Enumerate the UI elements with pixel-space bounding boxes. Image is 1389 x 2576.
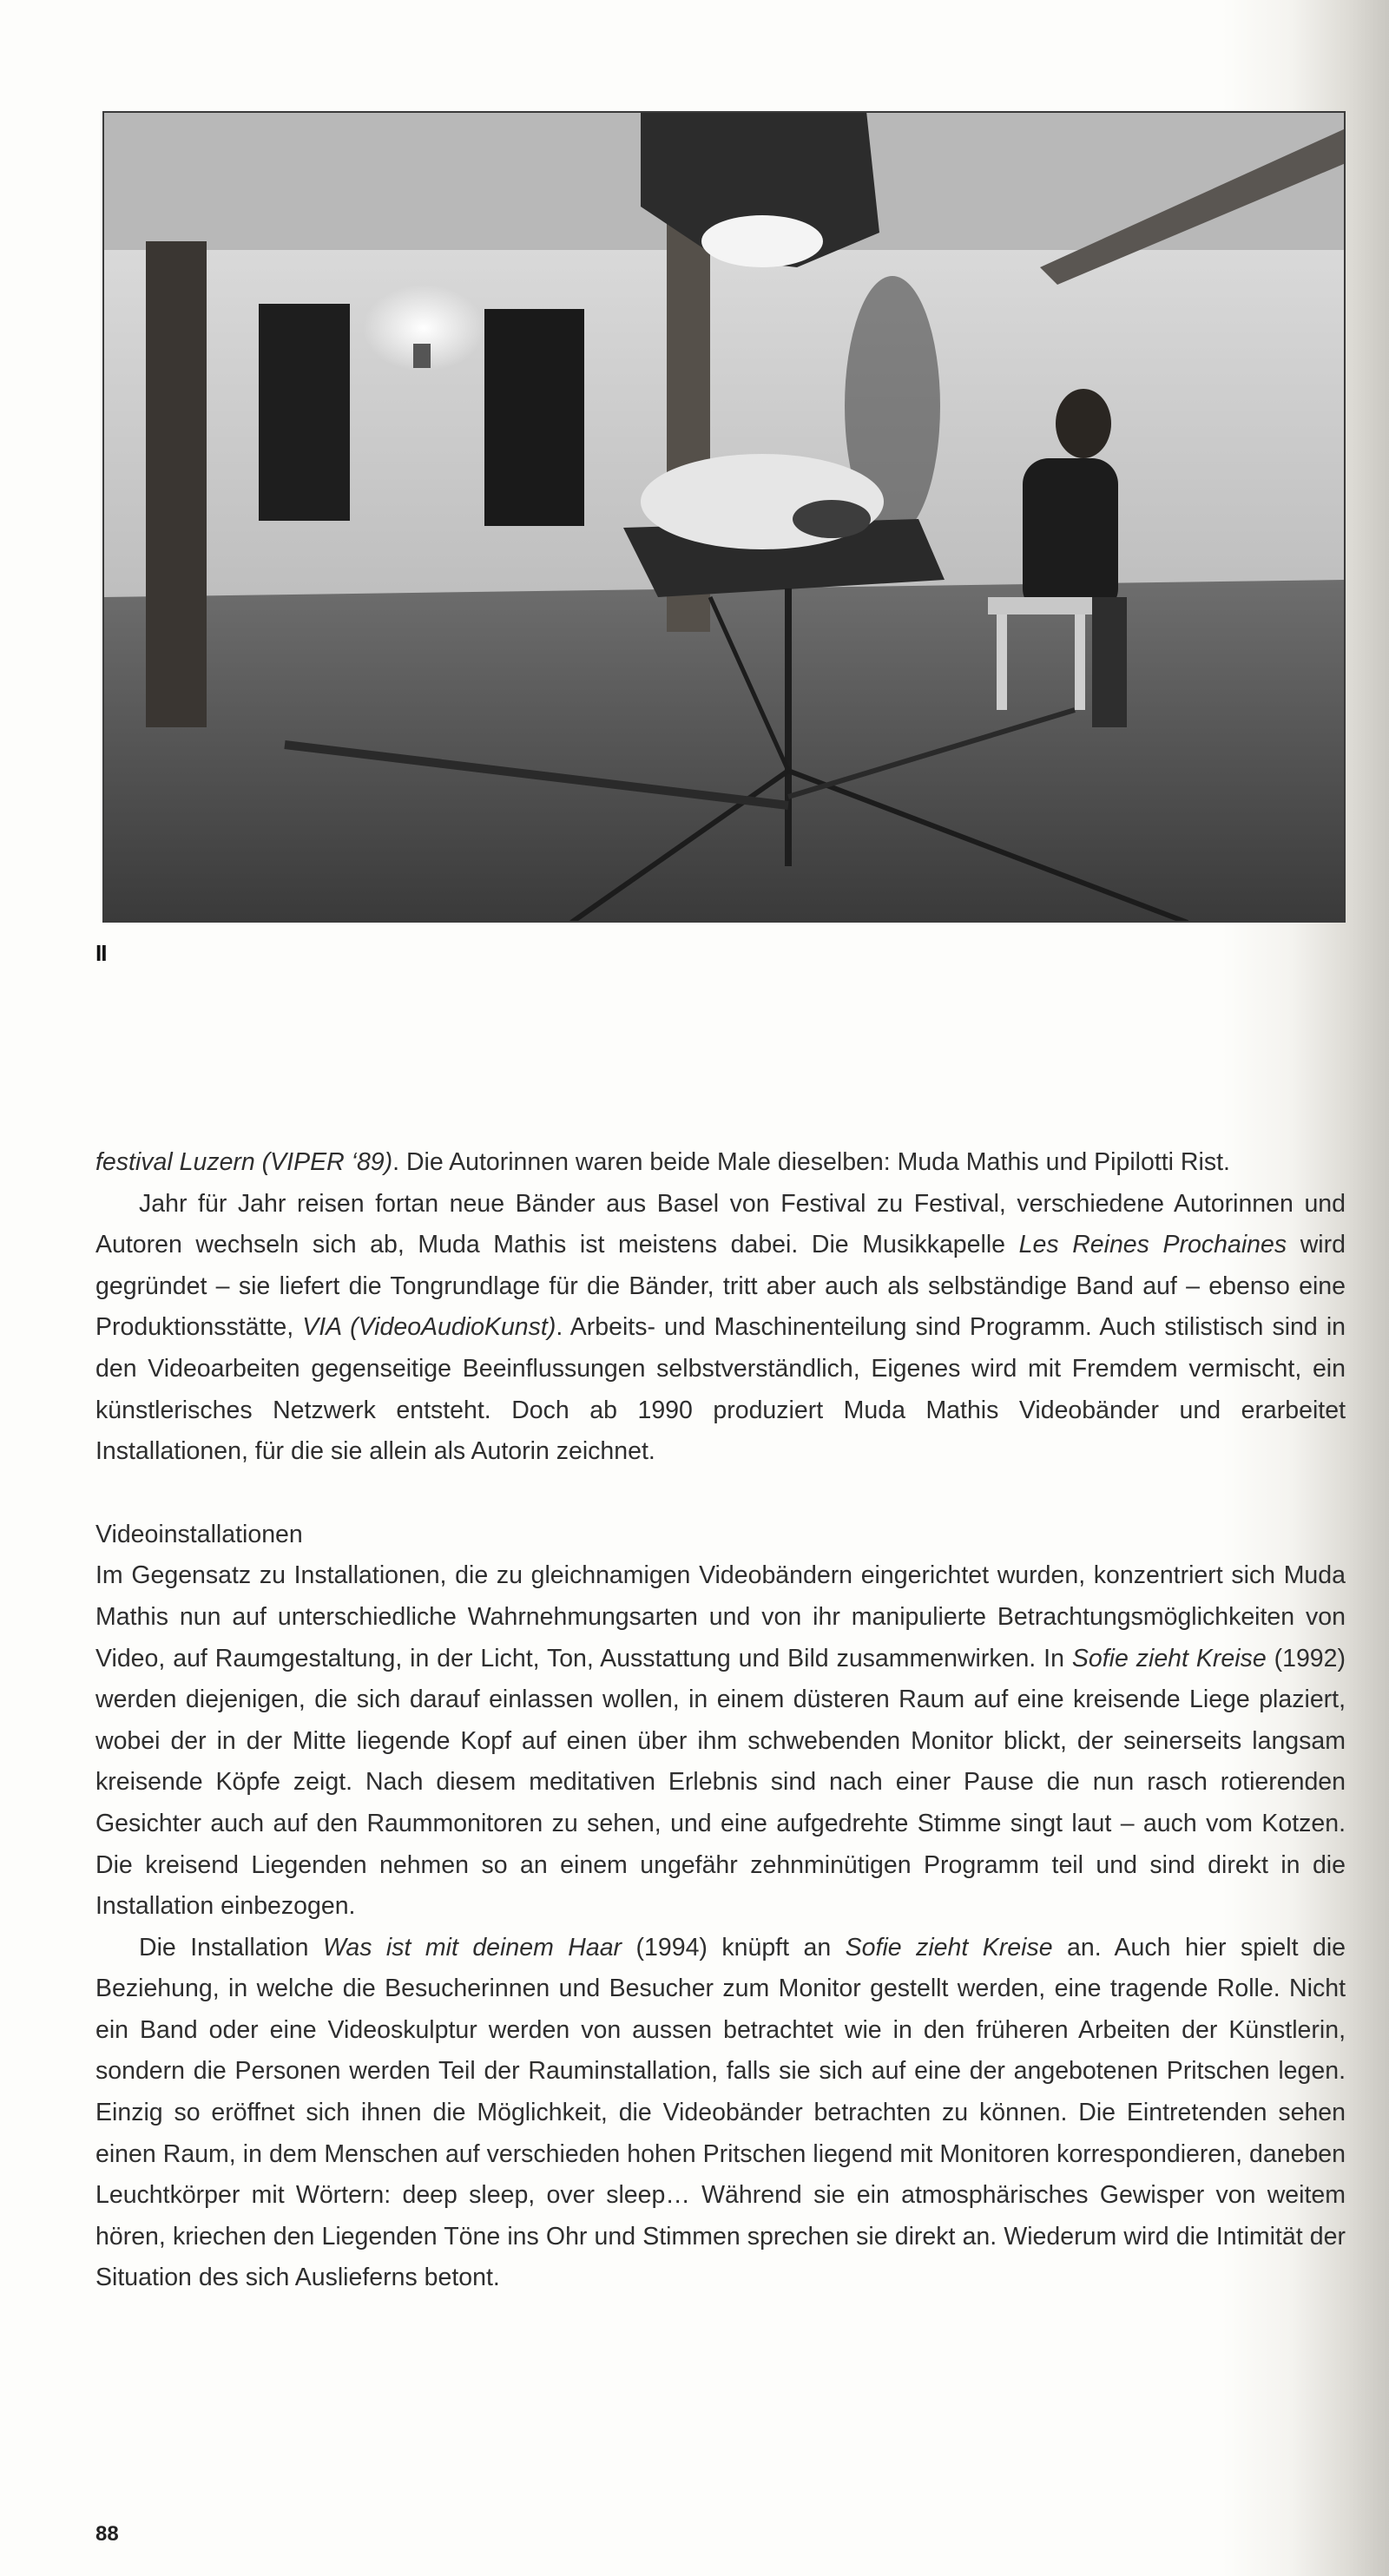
paragraph-3: Im Gegensatz zu Installationen, die zu gleichnamigen Videobändern eingerichtet wurden, konzentriert sich Muda Mathis nun auf unterschiedliche Wahrnehmungsarten und von ihr manipulierte Betrachtungsmöglichkeiten von Video, auf Raumgestaltung, in der Licht, Ton, Ausstattung und Bild zusammenwirken. In Sofie zieht Kreise (1992) werden diejenigen, die sich darauf einlassen wollen, in einem düsteren Raum auf eine kreisende Liege plaziert, wobei der in der Mitte liegende Kopf auf einen über ihm schwebenden Monitor blickt, der seinerseits langsam kreisende Köpfe zeigt. Nach diesem meditativen Erlebnis sind nach einer Pause die nun rasch rotierenden Gesichter auch auf den Raummonitoren zu sehen, und eine aufgedrehte Stimme singt laut – auch vom Kotzen. Die kreisend Liegenden nehmen so an einem ungefähr zehnminütigen Programm teil und sind direkt in die Installation einbezogen. [95, 1561, 1346, 1921]
figure-label: II [95, 940, 107, 966]
festival-title: festival Luzern (VIPER ‘89) [95, 1148, 393, 1176]
article-body [95, 1142, 1346, 2299]
page-number: 88 [95, 2522, 119, 2546]
paragraph-4: Die Installation Was ist mit deinem Haar (1994) knüpft an Sofie zieht Kreise an. Auch hier spielt die Beziehung, in welche die Besucherinnen und Besucher zum Monitor gestellt werden, eine tragende Rolle. Nicht ein Band oder eine Videoskulptur werden von aussen betrachtet wie in den früheren Arbeiten der Künstlerin, sondern die Personen werden Teil der Rauminstallation, falls sie sich auf eine der angebotenen Pritschen legen. Einzig so eröffnet sich ihnen die Möglichkeit, die Videobänder betrachten zu können. Die Eintretenden sehen einen Raum, in dem Menschen auf verschieden hohen Pritschen liegend mit Monitoren korrespondieren, daneben Leuchtkörper mit Wörtern: deep sleep, over sleep… Während sie ein atmosphärisches Gewisper von weitem hören, kriechen den Liegenden Töne ins Ohr und Stimmen sprechen sie direkt an. Wiederum wird die Intimität der Situation des sich Auslieferns betont. [95, 1933, 1346, 2292]
installation-photo [102, 111, 1346, 923]
photo-illustration [102, 111, 1346, 923]
band-name: Les Reines Prochaines [1018, 1231, 1287, 1259]
paragraph-2: Jahr für Jahr reisen fortan neue Bänder aus Basel von Festival zu Festival, verschiedene Autorinnen und Autoren wechseln sich ab, Muda Mathis ist meistens dabei. Die Musikkapelle Les Reines Prochaines wird gegründet – sie liefert die Tongrundlage für die Bänder, tritt aber auch als selbständige Band auf – ebenso eine Produktionsstätte, VIA (VideoAudioKunst). Arbeits- und Maschinenteilung sind Programm. Auch stilistisch sind in den Videoarbeiten gegenseitige Beeinflussungen selbstverständlich, Eigenes wird mit Fremdem vermischt, ein künstlerisches Netzwerk entsteht. Doch ab 1990 produziert Muda Mathis Videobänder und erarbeitet Installationen, für die sie allein als Autorin zeichnet. [95, 1189, 1346, 1466]
studio-name: VIA (VideoAudioKunst) [302, 1313, 556, 1342]
paragraph-1: festival Luzern (VIPER ‘89). Die Autorinnen waren beide Male dieselben: Muda Mathis und Pipilotti Rist. [95, 1148, 1230, 1176]
work-title: Sofie zieht Kreise [845, 1933, 1053, 1962]
section-heading: Videoinstallationen [95, 1520, 303, 1548]
work-title: Sofie zieht Kreise [1071, 1644, 1267, 1672]
work-title: Was ist mit deinem Haar [322, 1933, 622, 1962]
